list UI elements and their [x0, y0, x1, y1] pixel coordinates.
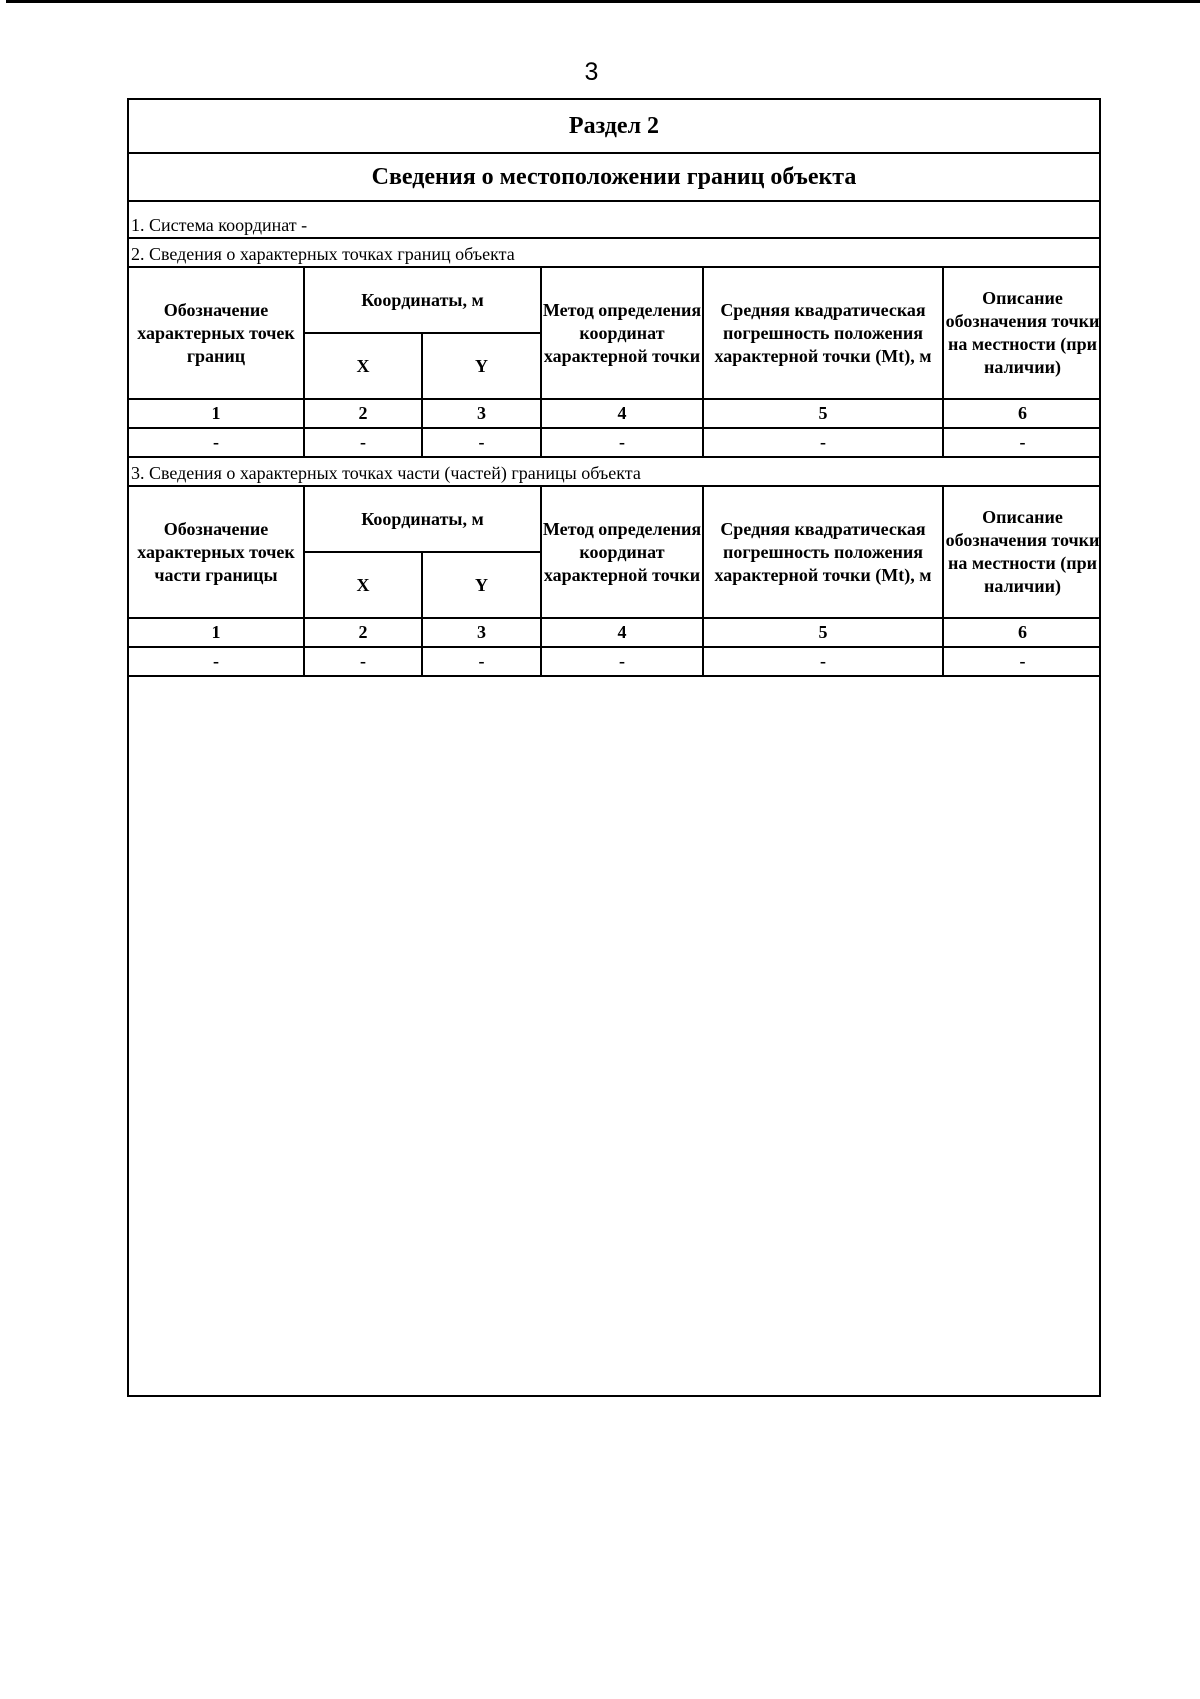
table-cell: -: [422, 428, 541, 457]
header-x: X: [304, 333, 422, 399]
column-number: 2: [304, 618, 422, 647]
header-error: Средняя квадратическая погрешность положения характерной точки (Mt), м: [703, 268, 943, 399]
table-cell: -: [943, 428, 1101, 457]
column-number: 4: [541, 618, 703, 647]
column-number: 3: [422, 399, 541, 428]
boundary-part-points-table: [129, 487, 1101, 677]
top-border-line: [6, 0, 1200, 3]
table-cell: -: [703, 647, 943, 676]
column-number: 5: [703, 618, 943, 647]
table2-caption: 3. Сведения о характерных точках части (частей) границы объекта: [129, 458, 1099, 487]
table-cell: -: [541, 647, 703, 676]
table-cell: -: [129, 647, 304, 676]
header-coordinates: Координаты, м: [304, 268, 541, 333]
column-number: 4: [541, 399, 703, 428]
column-number: 1: [129, 399, 304, 428]
coordinate-system-line: 1. Система координат -: [129, 202, 1099, 239]
column-number: 6: [943, 399, 1101, 428]
table-cell: -: [943, 647, 1101, 676]
header-designation: Обозначение характерных точек части границы: [129, 487, 304, 618]
header-coordinates: Координаты, м: [304, 487, 541, 552]
column-number: 3: [422, 618, 541, 647]
column-number: 2: [304, 399, 422, 428]
table-row: [129, 428, 1101, 457]
column-number: 6: [943, 618, 1101, 647]
header-designation: Обозначение характерных точек границ: [129, 268, 304, 399]
header-description: Описание обозначения точки на местности (при наличии): [943, 268, 1101, 399]
table-cell: -: [541, 428, 703, 457]
section-title: Раздел 2: [129, 100, 1099, 154]
table-cell: -: [129, 428, 304, 457]
table-cell: -: [422, 647, 541, 676]
column-number: 5: [703, 399, 943, 428]
table-row: [129, 647, 1101, 676]
header-error: Средняя квадратическая погрешность положения характерной точки (Mt), м: [703, 487, 943, 618]
table-cell: -: [304, 647, 422, 676]
table-cell: -: [703, 428, 943, 457]
blank-area: [129, 677, 1099, 1357]
document-frame: [127, 98, 1101, 1397]
header-x: X: [304, 552, 422, 618]
header-y: Y: [422, 552, 541, 618]
header-method: Метод определения координат характерной точки: [541, 487, 703, 618]
header-method: Метод определения координат характерной точки: [541, 268, 703, 399]
boundary-points-table: [129, 268, 1101, 458]
table-cell: -: [304, 428, 422, 457]
table1-caption: 2. Сведения о характерных точках границ объекта: [129, 239, 1099, 268]
section-subtitle: Сведения о местоположении границ объекта: [129, 154, 1099, 202]
header-y: Y: [422, 333, 541, 399]
column-number: 1: [129, 618, 304, 647]
header-description: Описание обозначения точки на местности (при наличии): [943, 487, 1101, 618]
page-number: 3: [584, 58, 599, 86]
